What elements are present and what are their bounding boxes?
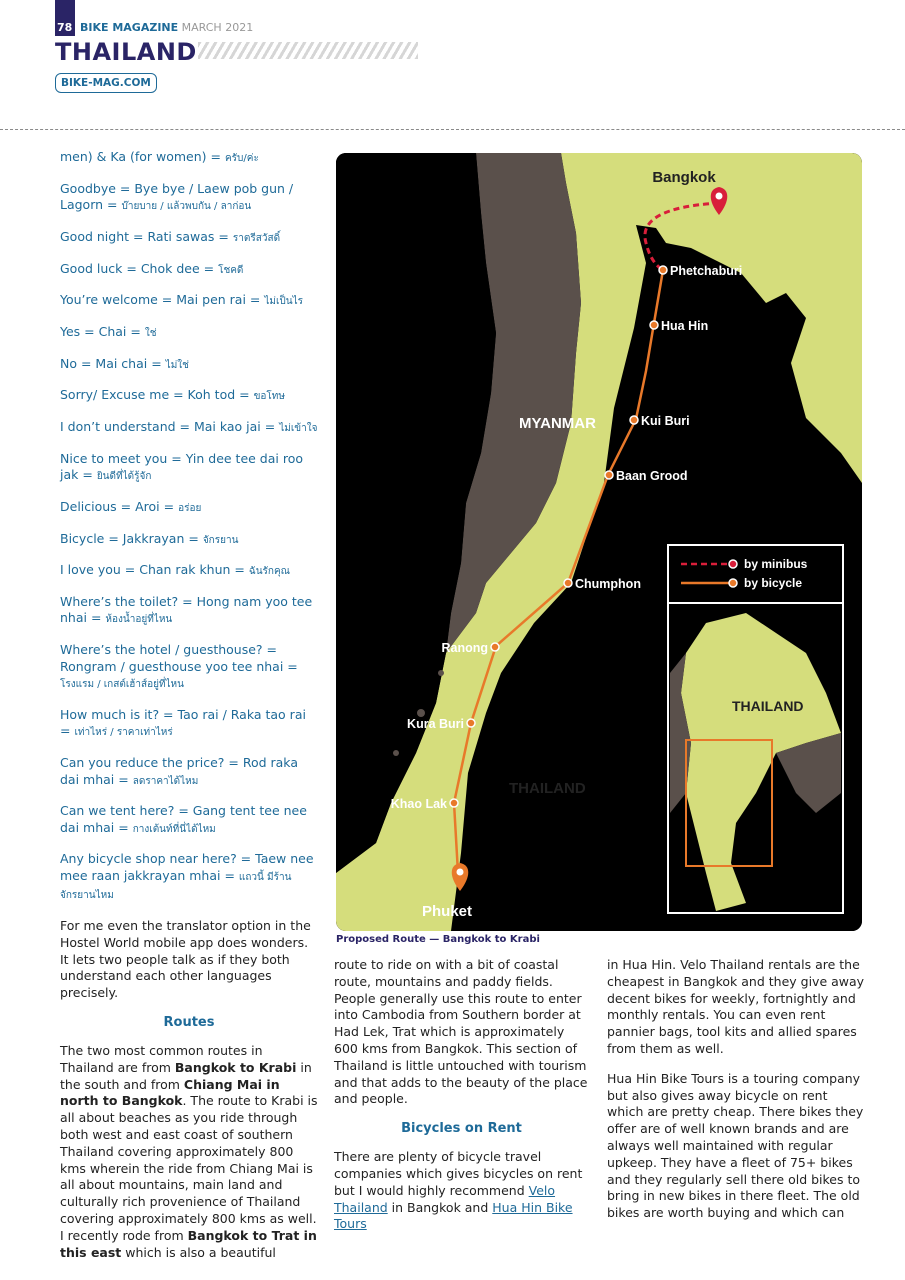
phrase-item [60,261,318,280]
phrase-thai: ฉันรักคุณ [248,566,290,578]
phrase-english: Where’s the hotel / guesthouse? = Rongram / guesthouse yoo tee nhai = [60,642,298,674]
phrase-item [60,292,318,311]
legend-bicycle-label: by bicycle [744,576,803,590]
phrase-item [60,419,318,438]
route-stop-marker [630,416,638,424]
routes-text: The two most common routes in Thailand are from [60,1043,263,1075]
left-column [60,149,318,1261]
phrase-english: Where’s the toilet? = Hong nam yoo tee nhai = [60,593,313,626]
phrase-english: How much is it? = Tao rai / Raka tao rai = [60,706,306,739]
phrase-list [60,149,318,905]
route-stop-marker [467,719,475,727]
map-caption: Proposed Route — Bangkok to Krabi [336,934,540,945]
route-map-graphic [336,153,862,931]
island [393,750,399,756]
phrase-item [60,707,318,742]
route-stop-label: Chumphon [575,577,641,591]
legend-minibus-dot [729,560,737,568]
route-stop-marker [650,321,658,329]
bangkok-pin-dot [716,193,723,200]
phrase-item [60,642,318,694]
rent-paragraph [334,1149,589,1233]
phrase-item [60,803,318,838]
phrase-thai: ไม่เข้าใจ [279,423,318,434]
phrase-item [60,149,318,168]
phrase-english: Yes = Chai = [60,323,141,339]
phrase-thai: โรงแรม / เกสต์เฮ้าส์อยู่ที่ไหน [60,679,184,691]
route-stop-marker [659,266,667,274]
translator-note: For me even the translator option in the Hostel World mobile app does wonders. It lets two people talk as if they both understand each other languages precisely. [60,918,311,1001]
phrase-english: Bicycle = Jakkrayan = [60,530,199,546]
routes-paragraph [60,1043,318,1261]
hua-hin-paragraph: Hua Hin Bike Tours is a touring company but also gives away bicycle on rent which are pretty cheap. There bikes they offer are of well known brands and are always well maintained with regular upkeep. They have a fleet of 75+ bikes and they regularly sell there old bikes to bring in new bikes in there fleet. The old bikes are worth buying and which can [607,1070,864,1221]
middle-column [334,957,589,1233]
phrase-english: No = Mai chai = [60,355,162,371]
website-badge[interactable]: BIKE-MAG.COM [55,73,157,93]
legend-bicycle-dot [729,579,737,587]
phrase-thai: ขอโทษ [253,391,285,403]
phrase-thai: ห้องน้ำอยู่ที่ไหน [105,614,173,626]
map-legend [668,545,843,603]
route-stop-label: Baan Grood [616,469,688,483]
phrase-thai: ลดราคาได้ไหม [132,775,199,787]
phrase-english: I don’t understand = Mai kao jai = [60,419,276,434]
phrase-english: Can you reduce the price? = Rod raka dai mhai = [60,755,298,787]
phrase-thai: อร่อย [178,502,202,514]
route-map [336,153,862,931]
phrase-item [60,181,318,216]
hua-hin-bike-tours-link[interactable]: Hua Hin Bike Tours [334,1199,573,1232]
right-column [607,957,865,1222]
inset-label: THAILAND [732,698,804,714]
route-stop-marker [564,579,572,587]
routes-heading: Routes [163,1015,215,1031]
phrase-thai: ใช่ [144,327,157,339]
issue-date: MARCH 2021 [181,21,254,34]
phrase-item [60,755,318,790]
route-stop-label: Kui Buri [641,414,690,428]
routes-bold: Chiang Mai in north to Bangkok [60,1076,280,1109]
phrase-thai: กางเต้นท์ที่นี่ได้ไหม [132,823,216,835]
phuket-pin-dot [457,869,464,876]
phrase-thai: ครับ/ค่ะ [224,153,259,164]
map-label-myanmar: MYANMAR [519,415,596,432]
phrase-item [60,356,318,375]
routes-text: . The route to Krabi is all about beaches as you ride through both west and east coast of southern Thailand covering approximately 800 kms wherein the ride from Chiang Mai is all about mountains, main land and culturally rich provenience of Thailand covering approximately 800 kms as well. I recently rode from [60,1093,318,1243]
routes-text: in the south and from [60,1059,312,1092]
magazine-name: BIKE MAGAZINE [80,21,179,34]
phrase-thai: ราตรีสวัสดิ์ [232,232,281,244]
phrase-thai: ไม่ใช่ [165,359,189,371]
route-stop-marker [450,799,458,807]
phrase-item [60,594,318,629]
route-stop-label: Khao Lak [390,797,447,811]
phrase-english: Delicious = Aroi = [60,498,175,514]
phrase-item [60,562,318,581]
phrase-item [60,851,318,905]
velo-thailand-link[interactable]: Velo Thailand [334,1182,556,1215]
island [417,709,425,717]
phrase-item [60,324,318,343]
rent-text: in Bangkok and [387,1199,493,1215]
routes-continued: route to ride on with a bit of coastal route, mountains and paddy fields. People generally use this route to enter into Cambodia from Southern border at Had Lek, Trat which is approximately 600 kms from Bangkok. This section of Thailand is little untouched with tourism and that adds to the beauty of the place and people. [334,957,588,1107]
phrase-english: Sorry/ Excuse me = Koh tod = [60,387,250,403]
phrase-english: I love you = Chan rak khun = [60,562,245,578]
routes-text: which is also a beautiful [121,1244,276,1260]
phrase-english: Good night = Rati sawas = [60,228,229,244]
phrase-item [60,499,318,518]
phrase-english: Can we tent here? = Gang tent tee nee dai mhai = [60,803,307,835]
route-stop-label: Ranong [441,641,488,655]
phrase-thai: ยินดีที่ได้รู้จัก [96,471,152,483]
map-inset [668,603,843,913]
island [438,670,444,676]
route-stop-label: Hua Hin [661,319,709,333]
magazine-line [80,21,253,34]
phrase-item [60,451,318,486]
phrase-english: Nice to meet you = Yin dee tee dai roo jak = [60,450,304,483]
phrase-thai: แถวนี้ มีร้านจักรยานไหม [60,871,292,902]
route-stop-marker [491,643,499,651]
phrase-thai: ไม่เป็นไร [264,296,303,308]
legend-minibus-label: by minibus [744,557,808,571]
phrase-english: Goodbye = Bye bye / Laew pob gun / Lagorn = [60,180,294,213]
page-number: 78 [57,21,73,34]
phrase-thai: จักรยาน [202,534,239,546]
phrase-thai: เท่าไหร่ / ราคาเท่าไหร่ [74,727,173,739]
phrase-thai: บ๊ายบาย / แล้วพบกัน / ลาก่อน [121,201,252,213]
phrase-item [60,531,318,550]
decorative-hatch [198,42,418,59]
rent-paragraph-continued: in Hua Hin. Velo Thailand rentals are the cheapest in Bangkok and they give away decent bikes for weekly, fortnightly and monthly rentals. You can even rent pannier bags, tool kits and allied spares from them as well. [607,957,865,1056]
route-stop-marker [605,471,613,479]
section-title: THAILAND [55,38,197,66]
rent-heading: Bicycles on Rent [401,1121,522,1137]
phrase-english: men) & Ka (for women) = [60,149,221,164]
map-label-end: Phuket [422,903,473,920]
phrase-english: Good luck = Chok dee = [60,260,215,276]
phrase-english: You’re welcome = Mai pen rai = [60,292,261,308]
map-label-start: Bangkok [652,169,716,186]
routes-bold: Bangkok to Trat in this east [60,1227,317,1260]
rent-text: There are plenty of bicycle travel companies which gives bicycles on rent but I would highly recommend [334,1149,583,1198]
route-stop-label: Phetchaburi [670,264,743,278]
routes-bold: Bangkok to Krabi [174,1059,297,1075]
phrase-english: Any bicycle shop near here? = Taew nee mee raan jakkrayan mhai = [60,851,314,883]
phrase-item [60,229,318,248]
route-stop-label: Kura Buri [407,717,464,731]
phrase-item [60,387,318,406]
map-label-thailand: THAILAND [509,780,586,797]
phrase-thai: โชคดี [218,264,244,276]
header-divider [0,129,905,130]
